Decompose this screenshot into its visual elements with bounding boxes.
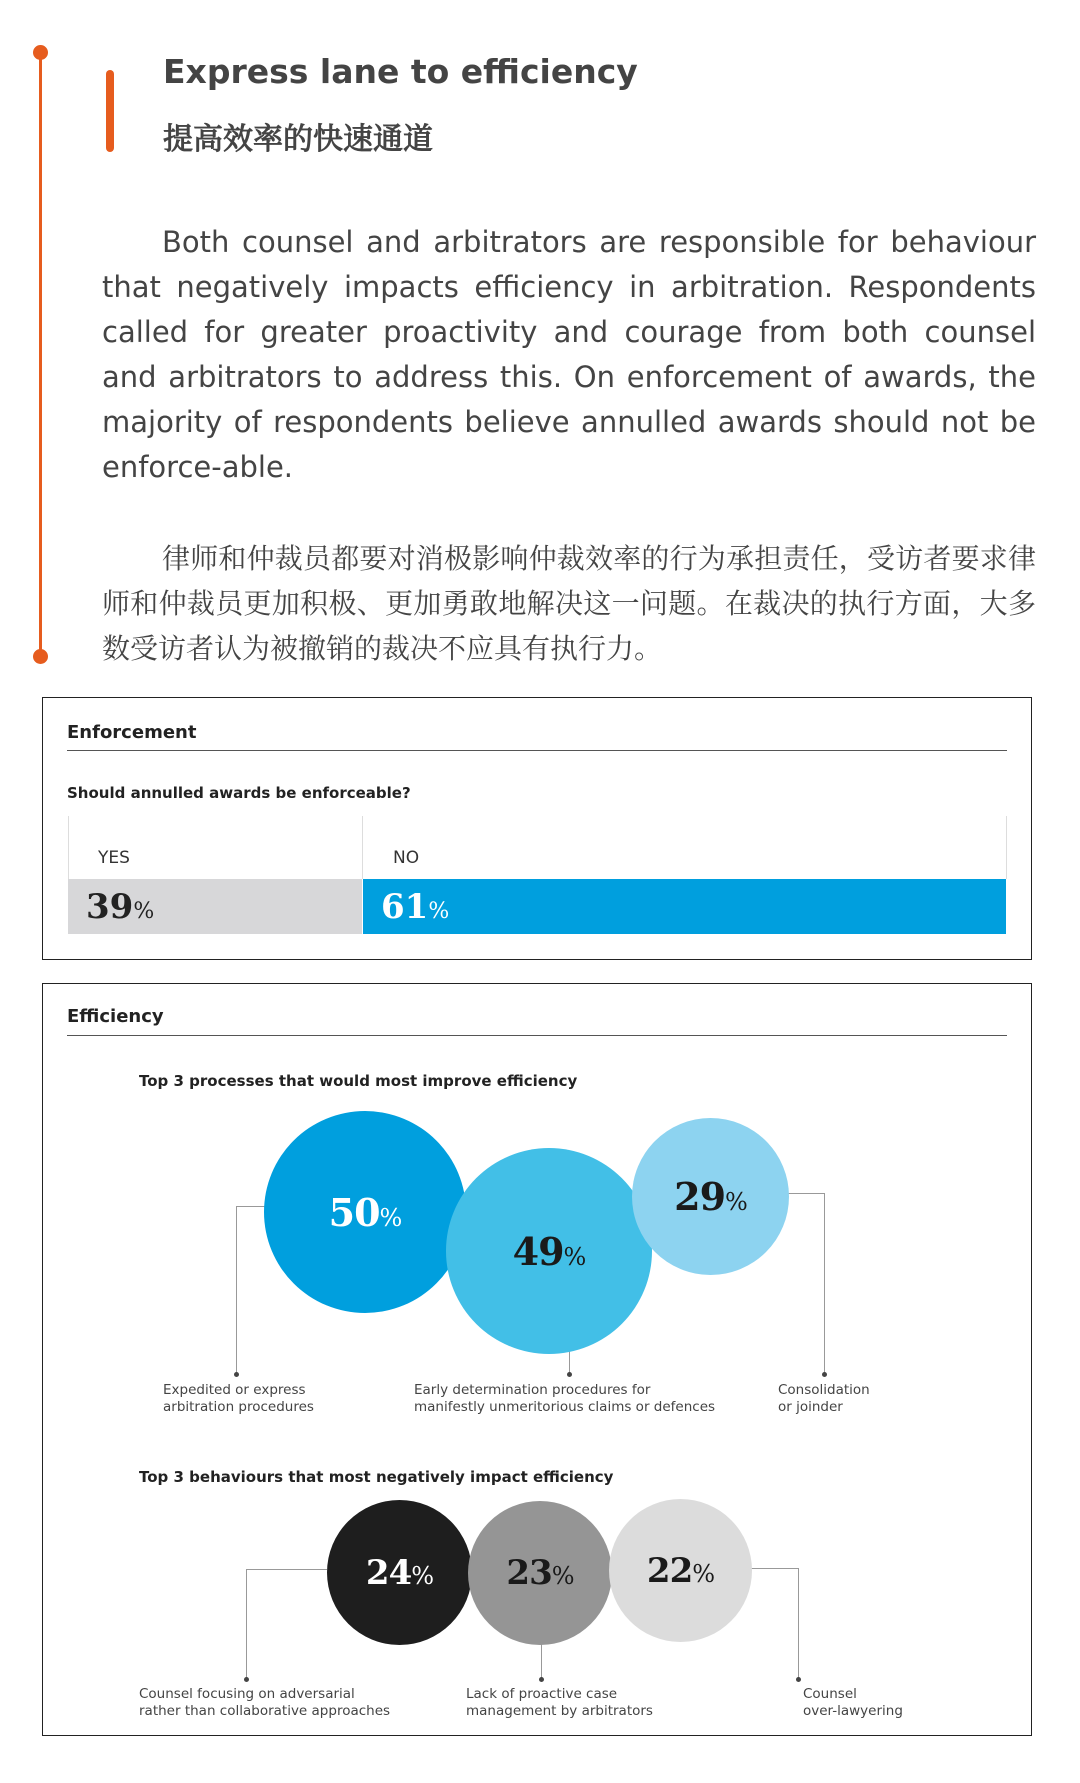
process-label-3: Consolidation or joinder — [778, 1382, 870, 1415]
behaviour-circle-3: 22% — [609, 1499, 752, 1642]
connector-line — [246, 1569, 327, 1680]
intro-paragraph-en: Both counsel and arbitrators are responsible for behaviour that negatively impacts efficiency in arbitration. Respondents called for greater proactivity and courage from both counsel and arbitrators to address this. On enforcement of awards, the majority of respondents believe annulled awards should not be enforce-able. — [102, 225, 1036, 484]
timeline-dot-bottom — [33, 649, 48, 664]
connector-dot — [567, 1372, 572, 1377]
efficiency-rule — [67, 1035, 1007, 1036]
behaviours-subtitle: Top 3 behaviours that most negatively impact efficiency — [139, 1468, 614, 1486]
behaviour-circle-2: 23% — [468, 1501, 612, 1645]
timeline-dot-top — [33, 45, 48, 60]
grid-line — [68, 816, 69, 879]
behaviour-circle-1: 24% — [327, 1500, 472, 1645]
process-circle-1: 50% — [264, 1111, 466, 1313]
process-label-1: Expedited or express arbitration procedures — [163, 1382, 314, 1415]
page-title-zh: 提高效率的快速通道 — [163, 122, 433, 157]
behaviour-label-2: Lack of proactive case management by arbitrators — [466, 1686, 653, 1719]
grid-line — [362, 816, 363, 879]
connector-dot — [539, 1677, 544, 1682]
connector-dot — [244, 1677, 249, 1682]
enforcement-question: Should annulled awards be enforceable? — [67, 784, 411, 802]
enforcement-title: Enforcement — [67, 722, 197, 743]
process-circle-3: 29% — [632, 1118, 789, 1275]
bar-value-no: 61% — [381, 887, 450, 927]
option-label-no: NO — [393, 848, 420, 868]
process-circle-2: 49% — [446, 1148, 652, 1354]
page-title-en: Express lane to efficiency — [163, 52, 638, 91]
processes-subtitle: Top 3 processes that would most improve efficiency — [139, 1072, 578, 1090]
efficiency-panel — [42, 983, 1032, 1736]
intro-paragraph-zh: 律师和仲裁员都要对消极影响仲裁效率的行为承担责任，受访者要求律师和仲裁员更加积极、更加勇敢地解决这一问题。在裁决的执行方面，大多数受访者认为被撤销的裁决不应具有执行力。 — [102, 542, 1036, 665]
connector-dot — [234, 1372, 239, 1377]
bar-no — [363, 879, 1006, 934]
title-accent-bar — [106, 70, 114, 152]
connector-dot — [796, 1677, 801, 1682]
behaviour-label-3: Counsel over-lawyering — [803, 1686, 903, 1719]
enforcement-panel — [42, 697, 1032, 960]
bar-yes — [68, 879, 362, 934]
behaviour-label-1: Counsel focusing on adversarial rather than collaborative approaches — [139, 1686, 391, 1719]
bar-value-yes: 39% — [86, 887, 155, 927]
efficiency-title: Efficiency — [67, 1006, 164, 1027]
connector-dot — [822, 1372, 827, 1377]
enforcement-rule — [67, 750, 1007, 751]
timeline-line — [39, 52, 42, 654]
option-label-yes: YES — [98, 848, 130, 868]
connector-line — [236, 1206, 267, 1375]
process-label-2: Early determination procedures for manifestly unmeritorious claims or defences — [414, 1382, 716, 1415]
grid-line — [1006, 816, 1007, 879]
